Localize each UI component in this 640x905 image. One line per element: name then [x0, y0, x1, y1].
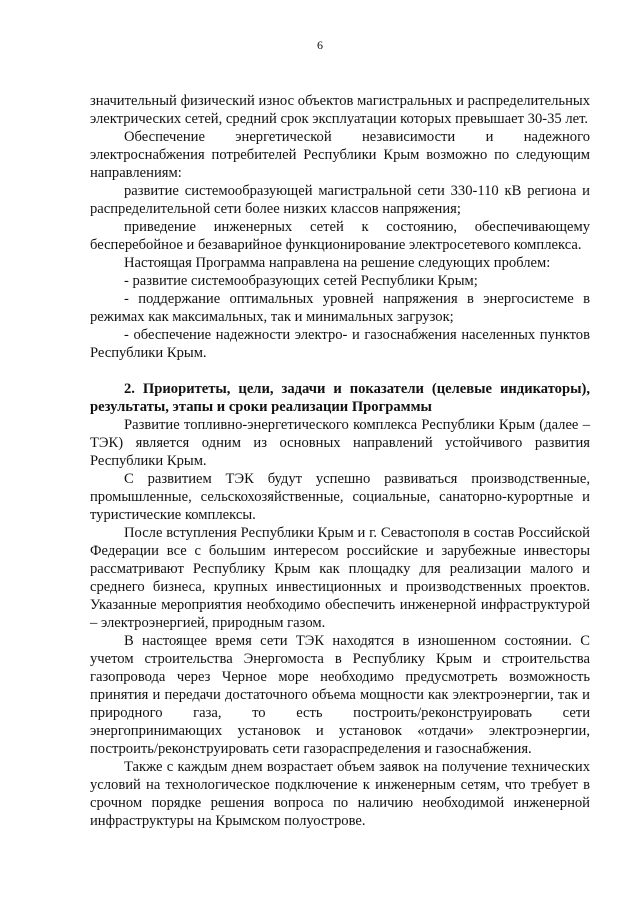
paragraph: развитие системообразующей магистральной сети 330-110 кВ региона и распределительной сети более низких классов напряжения;	[90, 183, 590, 217]
paragraph: Развитие топливно-энергетического комплекса Республики Крым (далее – ТЭК) является одним из основных направлений устойчивого развития Республики Крым.	[90, 417, 590, 469]
paragraph: После вступления Республики Крым и г. Севастополя в состав Российской Федерации все с большим интересом российские и зарубежные инвесторы рассматривают Республику Крым как площадку для реализации малого и среднего бизнеса, крупных инвестиционных и производственных проектов. Указанные мероприятия необходимо обеспечить инженерной инфраструктурой – электроэнергией, природным газом.	[90, 525, 590, 631]
list-item: - обеспечение надежности электро- и газоснабжения населенных пунктов Республики Крым.	[90, 327, 590, 361]
paragraph: Также с каждым днем возрастает объем заявок на получение технических условий на технологическое подключение к инженерным сетям, что требует в срочном порядке решения вопроса по наличию необходимой инженерной инфраструктуры на Крымском полуострове.	[90, 759, 590, 829]
paragraph: приведение инженерных сетей к состоянию, обеспечивающему бесперебойное и безаварийное функционирование электросетевого комплекса.	[90, 219, 590, 253]
paragraph-continuation: значительный физический износ объектов магистральных и распределительных электрических сетей, средний срок эксплуатации которых превышает 30-35 лет.	[90, 93, 590, 127]
paragraph: В настоящее время сети ТЭК находятся в изношенном состоянии. С учетом строительства Энергомоста в Республику Крым и строительства газопровода через Черное море необходимо предусмотреть возможность принятия и передачи достаточного объема мощности как электроэнергии, так и природного газа, то есть построить/реконструировать сети энергопринимающих установок и установок «отдачи» электроэнергии, построить/реконструировать сети газораспределения и газоснабжения.	[90, 633, 590, 757]
paragraph: Настоящая Программа направлена на решение следующих проблем:	[124, 255, 551, 271]
list-item: - развитие системообразующих сетей Республики Крым;	[124, 273, 478, 289]
page-number: 6	[317, 38, 323, 52]
document-body	[90, 92, 590, 830]
paragraph: С развитием ТЭК будут успешно развиваться производственные, промышленные, сельскохозяйственные, социальные, санаторно-курортные и туристические комплексы.	[90, 471, 590, 523]
paragraph: Обеспечение энергетической независимости и надежного электроснабжения потребителей Республики Крым возможно по следующим направлениям:	[90, 129, 590, 181]
list-item: - поддержание оптимальных уровней напряжения в энергосистеме в режимах как максимальных, так и минимальных загрузок;	[90, 291, 590, 325]
section-heading: 2. Приоритеты, цели, задачи и показатели (целевые индикаторы), результаты, этапы и сроки реализации Программы	[90, 381, 590, 415]
